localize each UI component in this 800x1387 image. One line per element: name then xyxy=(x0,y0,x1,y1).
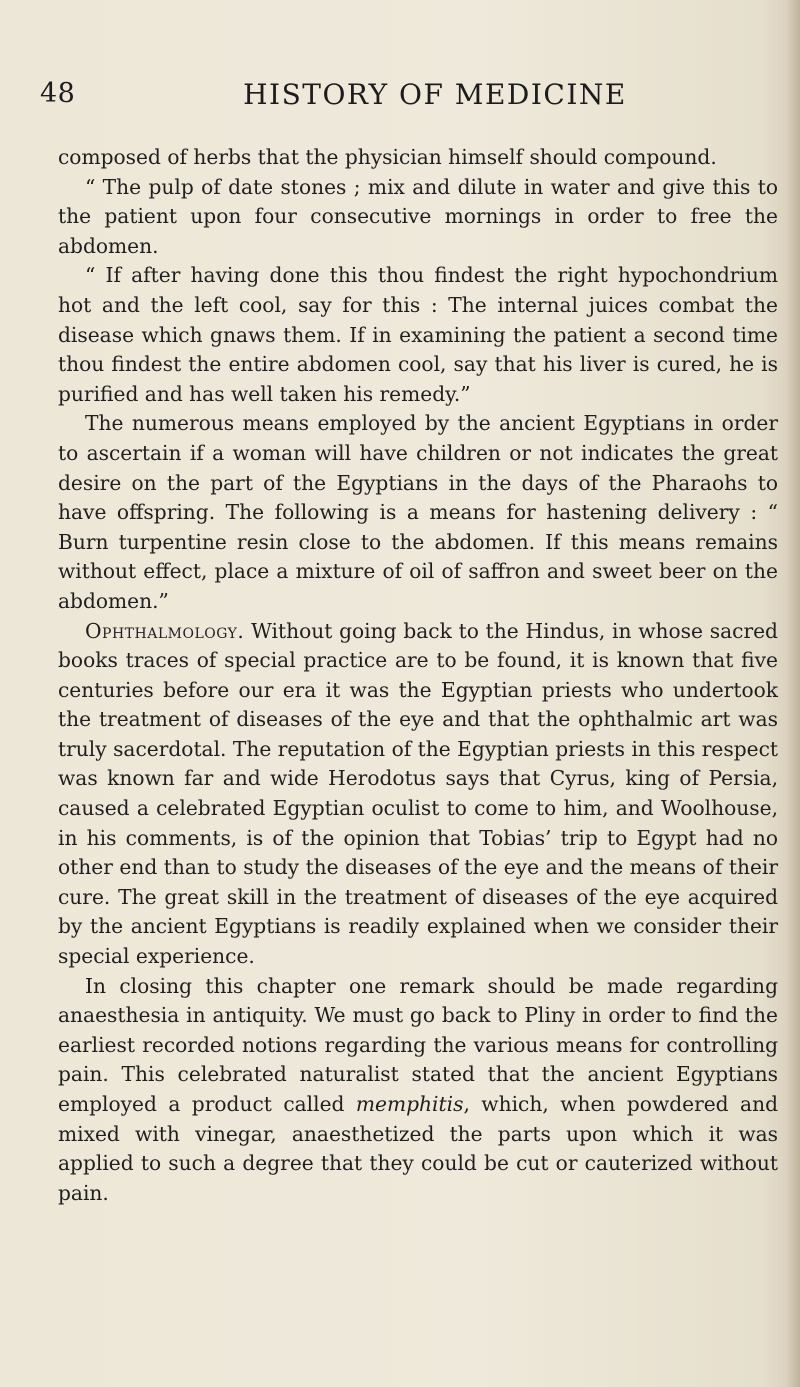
running-title: HISTORY OF MEDICINE xyxy=(243,78,627,111)
page-number: 48 xyxy=(40,78,76,109)
body-text xyxy=(58,143,778,1208)
paragraph-continued xyxy=(58,143,778,173)
paragraph-offspring xyxy=(58,409,778,616)
paragraph-text: “ The pulp of date stones ; mix and dilute in water and give this to the patient upon four consecutive mornings in order to free the abdomen. xyxy=(58,174,778,258)
paragraph-ophthalmology xyxy=(58,617,778,972)
paragraph-anaesthesia xyxy=(58,972,778,1209)
paragraph-quote-hypochondrium xyxy=(58,261,778,409)
paragraph-text: composed of herbs that the physician himself should compound. xyxy=(58,145,717,169)
section-heading-ophthalmology: Ophthalmology. xyxy=(85,618,245,643)
page-header xyxy=(40,78,760,122)
paragraph-text: “ If after having done this thou findest the right hypochondrium hot and the left cool, say for this : The internal juices combat the disease which gnaws them. If in examining the patient a second time thou findest the entire abdomen cool, say that his liver is cured, he is purified and has well taken his remedy.” xyxy=(58,263,778,406)
paragraph-text: , which, when powdered and mixed with vinegar, anaesthetized the parts upon which it was applied to such a degree that they could be cut or cauterized without pain. xyxy=(58,1092,779,1205)
paragraph-text: The numerous means employed by the ancient Egyptians in order to ascertain if a woman will have children or not indicates the great desire on the part of the Egyptians in the days of the Pharaohs to have offspring. The following is a means for hastening delivery : “ Burn turpentine resin close to the abdomen. If this means remains without effect, place a mixture of oil of saffron and sweet beer on the abdomen.” xyxy=(58,411,778,613)
page-edge-shadow xyxy=(786,0,800,1387)
paragraph-text: In closing this chapter one remark should be made regarding anaesthesia in antiquity. We must go back to Pliny in order to find the earliest recorded notions regarding the various means for controlling pain. This celebrated naturalist stated that the ancient Egyptians employed a product called xyxy=(58,973,778,1116)
paragraph-text: Without going back to the Hindus, in whose sacred books traces of special practice are to be found, it is known that five centuries before our era it was the Egyptian priests who undertook the treatment of diseases of the eye and that the ophthalmic art was truly sacerdotal. The reputation of the Egyptian priests in this respect was known far and wide Herodotus says that Cyrus, king of Persia, caused a celebrated Egyptian oculist to come to him, and Woolhouse, in his comments, is of the opinion that Tobias’ trip to Egypt had no other end than to study the diseases of the eye and the means of their cure. The great skill in the treatment of diseases of the eye acquired by the ancient Egyptians is readily explained when we consider their special experience. xyxy=(58,618,778,969)
italic-term: memphitis xyxy=(355,1092,464,1116)
paragraph-quote-date-stones xyxy=(58,173,778,262)
